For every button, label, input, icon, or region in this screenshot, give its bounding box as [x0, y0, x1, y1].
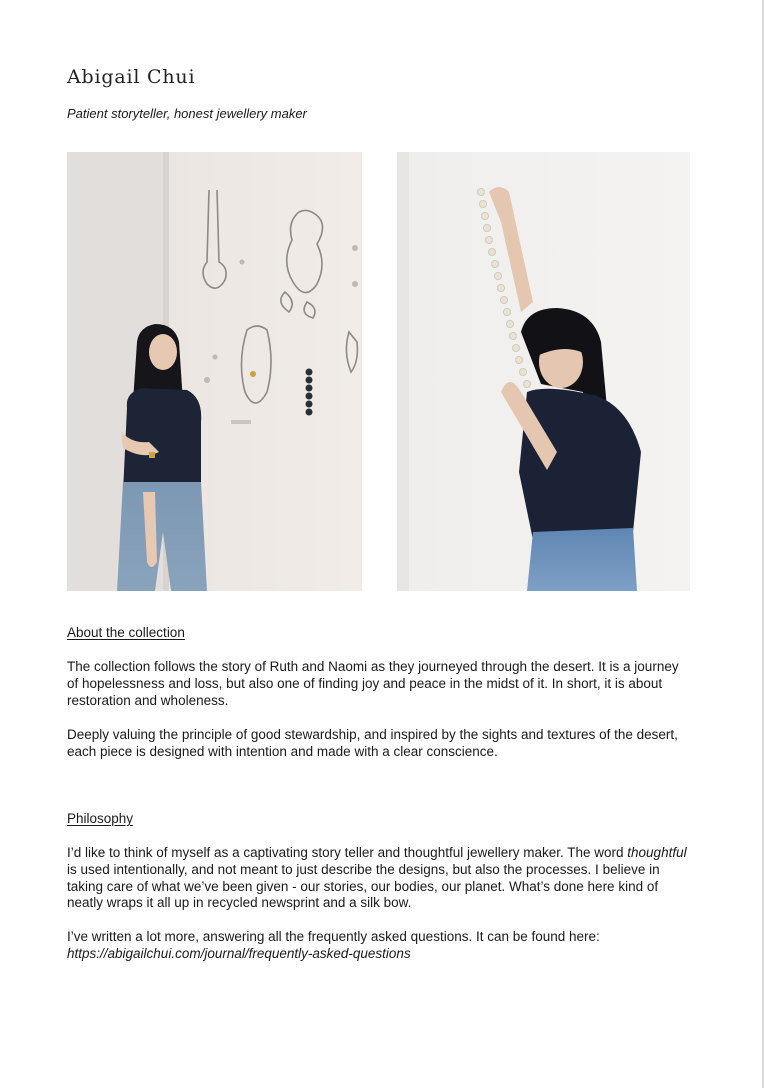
- about-heading: About the collection: [67, 625, 185, 640]
- philosophy-paragraph-1: [67, 845, 689, 912]
- faq-link[interactable]: https://abigailchui.com/journal/frequently-asked-questions: [67, 945, 411, 961]
- philosophy-emphasis: thoughtful: [627, 845, 687, 860]
- faq-intro-text: I’ve written a lot more, answering all the frequently asked questions. It can be found here:: [67, 929, 600, 944]
- about-paragraph-1: The collection follows the story of Ruth and Naomi as they journeyed through the desert. It is a journey of hopelessness and loss, but also one of finding joy and peace in the midst of it. In short, it is about restoration and wholeness.: [67, 659, 679, 708]
- portrait-photo-holding-necklace-icon: [397, 152, 690, 591]
- philosophy-text-end: is used intentionally, and not meant to just describe the designs, but also the processes. I believe in taking care of what we’ve been given - our stories, our bodies, our planet. What’s done here kind of neatly wraps it all up in recycled newsprint and a silk bow.: [67, 861, 660, 911]
- photo-right: [397, 152, 690, 591]
- page-subtitle: Patient storyteller, honest jewellery maker: [67, 106, 307, 121]
- photo-left: [67, 152, 362, 591]
- portrait-photo-with-wall-jewellery-icon: [67, 152, 362, 591]
- philosophy-paragraph-2: [67, 929, 689, 963]
- philosophy-text-start: I’d like to think of myself as a captivating story teller and thoughtful jewellery maker. The word: [67, 845, 628, 860]
- about-paragraph-2: Deeply valuing the principle of good stewardship, and inspired by the sights and textures of the desert, each piece is designed with intention and made with a clear conscience.: [67, 727, 678, 759]
- philosophy-heading: Philosophy: [67, 811, 134, 826]
- page-title: Abigail Chui: [67, 66, 196, 88]
